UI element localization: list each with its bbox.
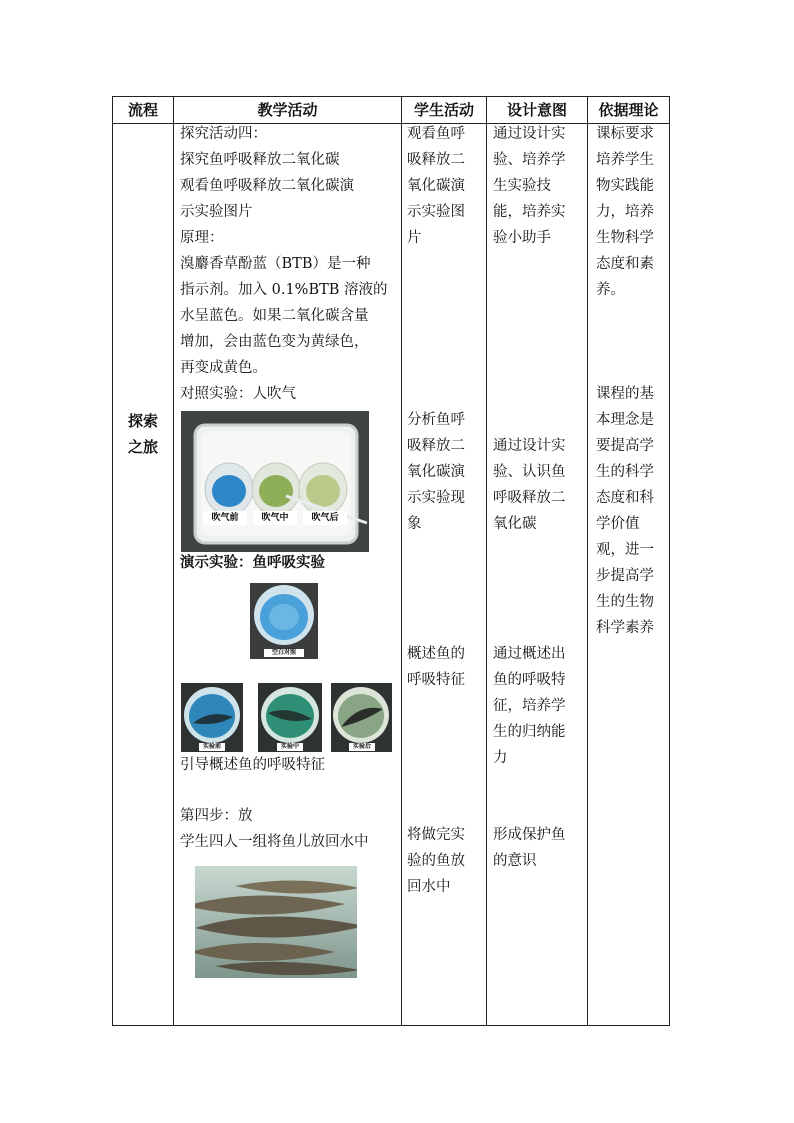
label-blank-control: 空白对照 <box>264 649 304 657</box>
fish-during-photo <box>258 683 322 752</box>
blank-control-photo <box>250 583 318 659</box>
label-after-blowing: 吹气后 <box>303 511 347 525</box>
breath-experiment-photo <box>181 411 369 552</box>
fish-after-photo <box>331 683 392 752</box>
label-fish-during: 实验中 <box>277 743 303 751</box>
teaching-intro-text: 探究活动四： 探究鱼呼吸释放二氧化碳 观看鱼呼吸释放二氧化碳演 示实验图片 原理： 溴麝香草酚蓝（BTB）是一种 指示剂。加入 0.1%BTB 溶液的 水呈蓝色。如果二氧化碳含量 增加，会由蓝色变为黄绿色， 再变成黄色。 对照实验：人吹气 <box>180 126 388 402</box>
table-right-border <box>669 96 670 1026</box>
blank-control-illustration <box>250 583 318 659</box>
table-left-border <box>112 96 113 1026</box>
header-student-activity: 学生活动 <box>413 101 474 119</box>
design-intent-2: 通过设计实 验、认识鱼 呼吸释放二 氧化碳 <box>493 438 566 532</box>
label-fish-before: 实验前 <box>199 743 225 751</box>
demo-experiment-title: 演示实验：鱼呼吸实验 <box>180 555 325 571</box>
fish-during-illustration <box>258 683 322 752</box>
basis-theory-1: 课标要求 培养学生 物实践能 力，培养 生物科学 态度和素 养。 <box>596 126 654 298</box>
header-design-intent: 设计意图 <box>506 101 567 119</box>
student-activity-4: 将做完实 验的鱼放 回水中 <box>407 827 465 895</box>
design-intent-1: 通过设计实 验、培养学 生实验技 能，培养实 验小助手 <box>493 126 566 246</box>
student-activity-1: 观看鱼呼 吸释放二 氧化碳演 示实验图 片 <box>407 126 465 246</box>
student-activity-2: 分析鱼呼 吸释放二 氧化碳演 示实验现 象 <box>407 412 465 532</box>
fish-release-illustration <box>195 866 357 978</box>
col-divider-3 <box>486 96 487 1026</box>
label-fish-after: 实验后 <box>349 743 375 751</box>
label-during-blowing: 吹气中 <box>253 511 297 525</box>
fish-before-illustration <box>181 683 243 752</box>
col-divider-1 <box>173 96 174 1026</box>
header-teaching-activity: 教学活动 <box>257 101 318 119</box>
header-flow: 流程 <box>127 101 158 119</box>
student-activity-3: 概述鱼的 呼吸特征 <box>407 646 465 688</box>
flow-label: 探索 之旅 <box>127 412 158 456</box>
header-basis-theory: 依据理论 <box>598 101 659 119</box>
fish-before-photo <box>181 683 243 752</box>
fish-release-photo <box>195 866 357 978</box>
basis-theory-2: 课程的基 本理念是 要提高学 生的科学 态度和科 学价值 观，进一 步提高学 生的生物 科学素养 <box>596 386 654 636</box>
col-divider-4 <box>587 96 588 1026</box>
design-intent-3: 通过概述出 鱼的呼吸特 征，培养学 生的归纳能 力 <box>493 646 566 766</box>
step4-text: 第四步：放 学生四人一组将鱼儿放回水中 <box>180 808 369 850</box>
label-before-blowing: 吹气前 <box>203 511 247 525</box>
design-intent-4: 形成保护鱼 的意识 <box>493 827 566 869</box>
fish-after-illustration <box>331 683 392 752</box>
breath-experiment-illustration <box>181 411 369 552</box>
col-divider-2 <box>401 96 402 1026</box>
guide-summary-text: 引导概述鱼的呼吸特征 <box>180 757 325 773</box>
